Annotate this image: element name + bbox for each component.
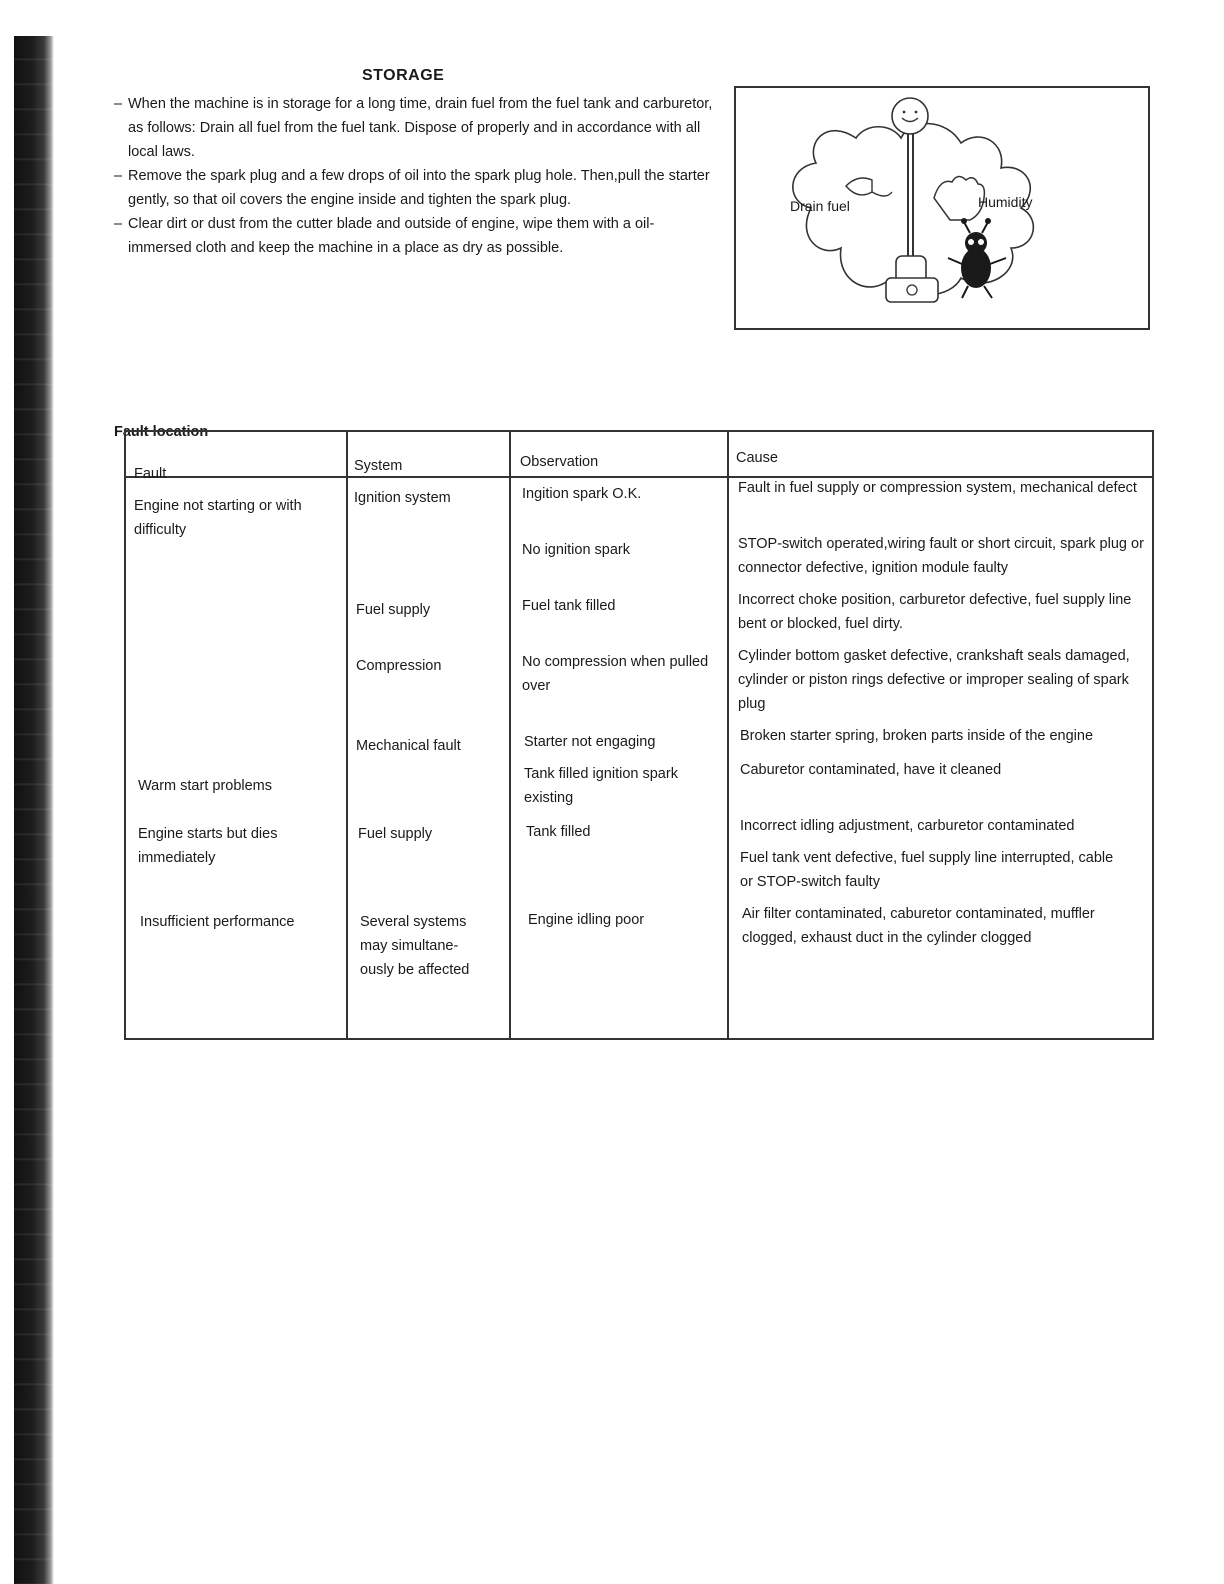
storage-item: – Clear dirt or dust from the cutter blade and outside of engine, wipe them with a oil-immersed cloth and keep the machine in a place as dry as possible. <box>114 212 714 260</box>
table-cell-cause: Incorrect idling adjustment, carburetor contaminated <box>740 818 1075 834</box>
header-observation: Observation <box>520 454 599 470</box>
table-cell-system: Several systems may simultane-ously be affected <box>360 914 470 978</box>
table-cell-observation: No ignition spark <box>522 542 630 558</box>
table-cell-system: Ignition system <box>354 490 451 506</box>
table-cell-fault: Engine not starting or with difficulty <box>134 498 302 538</box>
table-cell-cause: Fault in fuel supply or compression system, mechanical defect <box>738 480 1137 496</box>
table-cell-observation: Fuel tank filled <box>522 598 616 614</box>
storage-title: STORAGE <box>362 67 445 84</box>
storage-item: – When the machine is in storage for a long time, drain fuel from the fuel tank and carburetor, as follows: Drain all fuel from the fuel tank. Dispose of properly and in accordance with all local laws. <box>114 92 714 164</box>
storage-illustration <box>734 86 1150 330</box>
table-cell-system: Fuel supply <box>356 602 431 618</box>
table-cell-cause: Incorrect choke position, carburetor defective, fuel supply line bent or blocked, fuel dirty. <box>738 592 1132 632</box>
fault-location-heading: Fault location <box>114 424 209 440</box>
table-cell-system: Compression <box>356 658 442 674</box>
scan-edge <box>14 36 54 1584</box>
table-cell-cause: STOP-switch operated,wiring fault or short circuit, spark plug or connector defective, ignition module faulty <box>738 536 1144 576</box>
table-cell-observation: Tank filled ignition spark existing <box>524 766 678 806</box>
table-cell-observation: Engine idling poor <box>528 912 645 928</box>
column-divider <box>509 432 511 1038</box>
header-fault: Fault <box>134 466 167 482</box>
table-cell-cause: Broken starter spring, broken parts inside of the engine <box>740 728 1094 744</box>
storage-item: – Remove the spark plug and a few drops of oil into the spark plug hole. Then,pull the starter gently, so that oil covers the engine inside and tighten the spark plug. <box>114 164 714 212</box>
fault-table <box>124 430 1154 1040</box>
table-cell-cause: Caburetor contaminated, have it cleaned <box>740 762 1002 778</box>
table-cell-observation: Tank filled <box>526 824 591 840</box>
table-cell-system: Fuel supply <box>358 826 433 842</box>
storage-instructions <box>114 92 714 260</box>
table-cell-observation: Starter not engaging <box>524 734 656 750</box>
table-cell-cause: Cylinder bottom gasket defective, crankshaft seals damaged, cylinder or piston rings defective or improper sealing of spark plug <box>738 648 1130 712</box>
table-cell-cause: Fuel tank vent defective, fuel supply line interrupted, cable or STOP-switch faulty <box>740 850 1114 890</box>
table-cell-fault: Engine starts but dies immediately <box>138 826 278 866</box>
column-divider <box>346 432 348 1038</box>
drain-fuel-label: Drain fuel <box>790 198 850 214</box>
table-cell-system: Mechanical fault <box>356 738 461 754</box>
header-system: System <box>354 458 403 474</box>
column-divider <box>727 432 729 1038</box>
header-cause: Cause <box>736 450 778 466</box>
table-cell-observation: Ingition spark O.K. <box>522 486 642 502</box>
table-cell-cause: Air filter contaminated, caburetor contaminated, muffler clogged, exhaust duct in the cylinder clogged <box>742 906 1095 946</box>
table-cell-fault: Warm start problems <box>138 778 273 794</box>
table-cell-observation: No compression when pulled over <box>522 654 709 694</box>
humidity-label: Humidity <box>978 194 1033 210</box>
table-cell-fault: Insufficient performance <box>140 914 295 930</box>
